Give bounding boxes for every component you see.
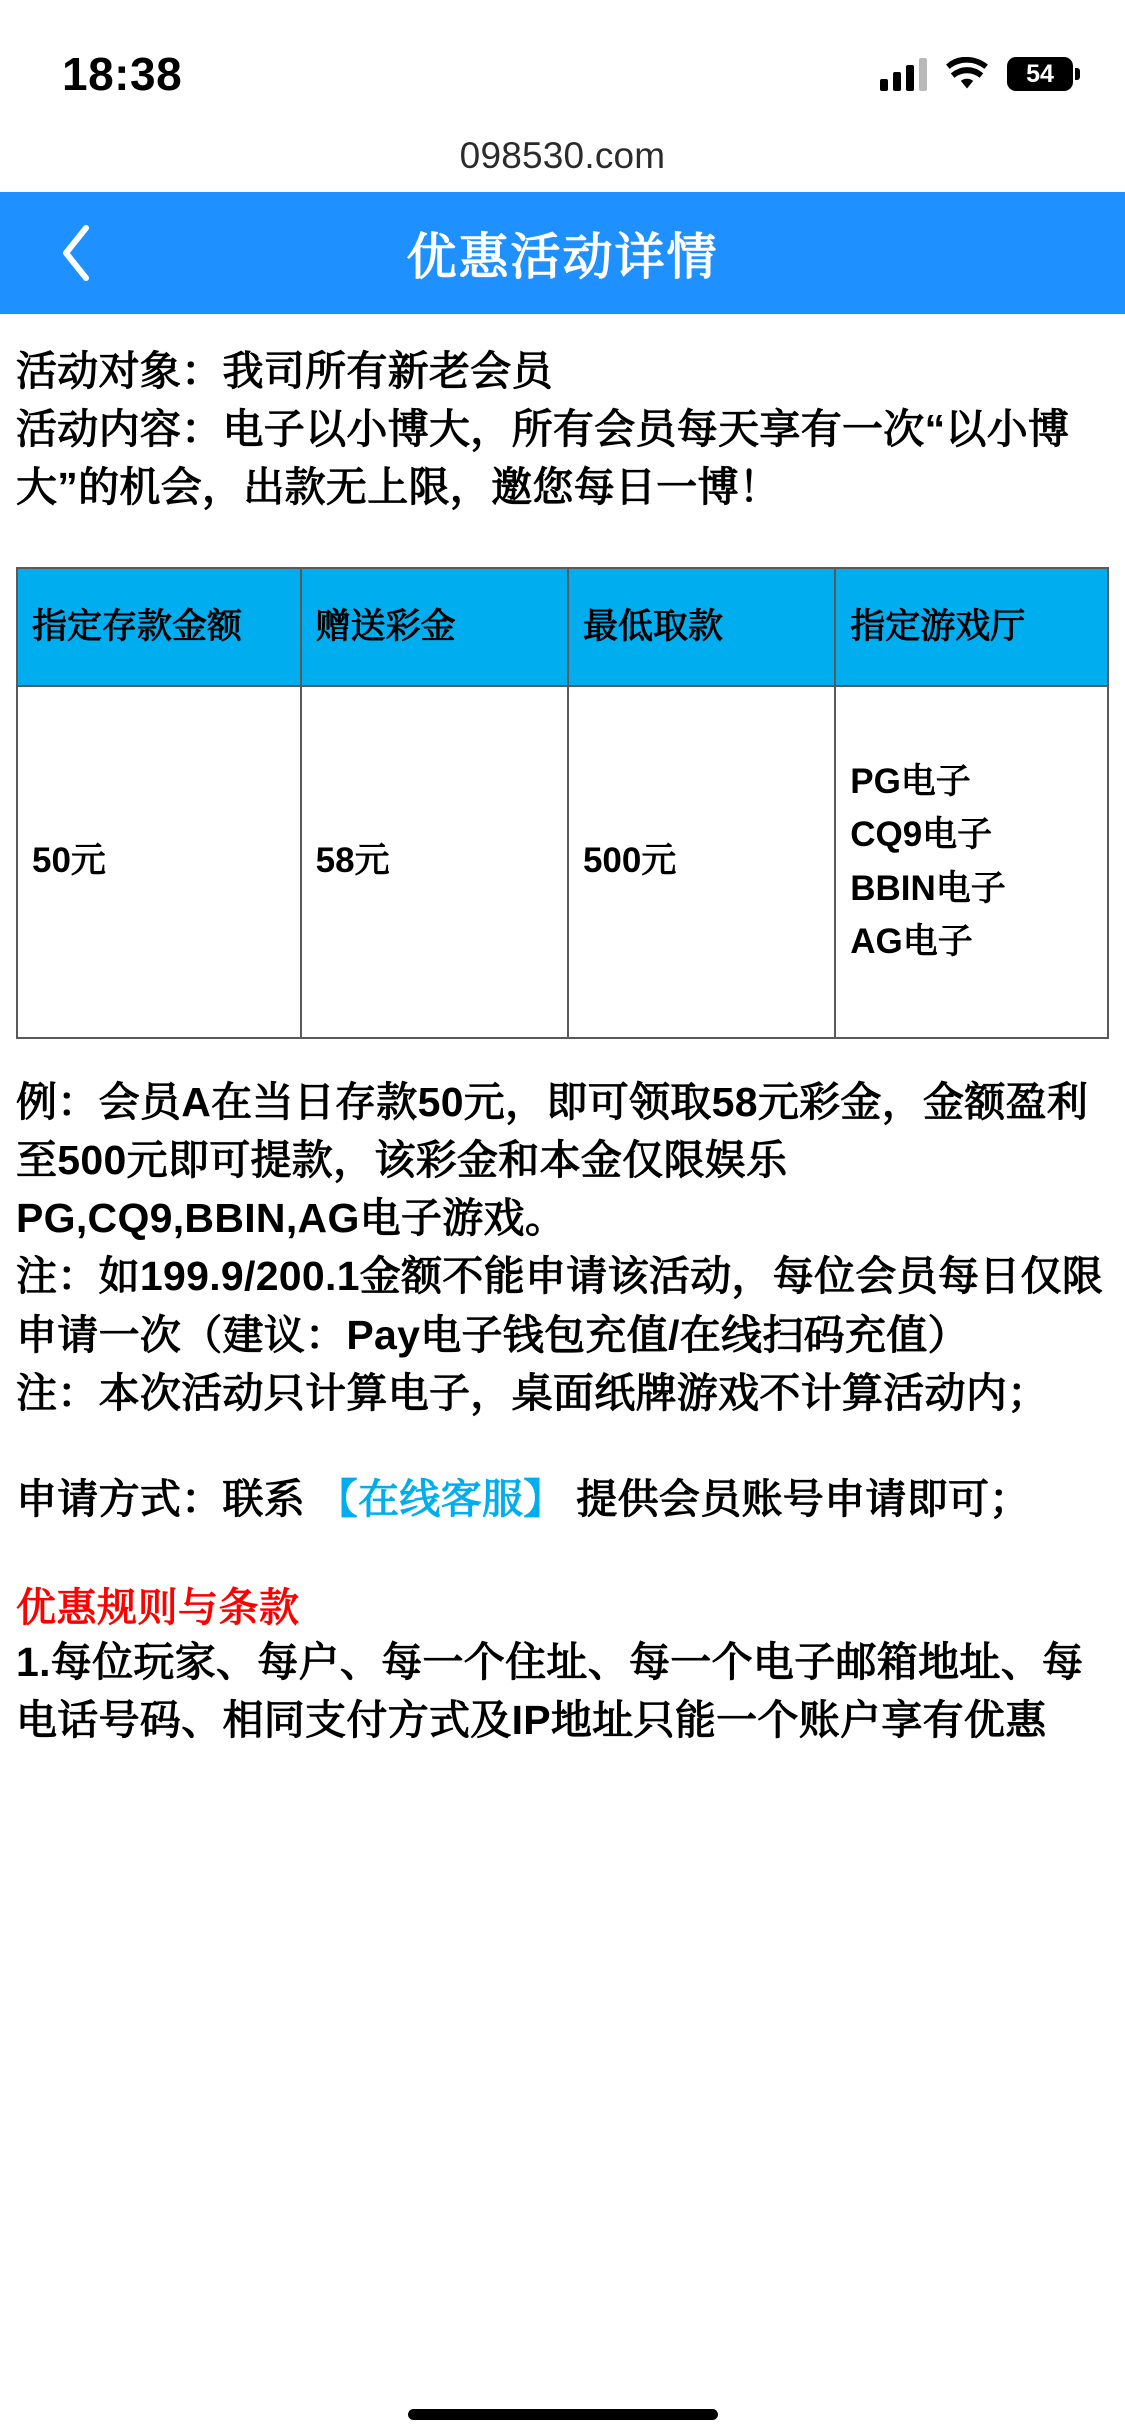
url-text: 098530.com bbox=[459, 135, 666, 176]
rules-section-title: 优惠规则与条款 bbox=[16, 1586, 300, 1631]
cellular-signal-icon bbox=[880, 57, 927, 91]
note-one: 注：如199.9/200.1金额不能申请该活动，每位会员每日仅限申请一次（建议：Pay电子钱包充值/在线扫码充值） bbox=[16, 1253, 1104, 1358]
game-item: AG电子 bbox=[850, 921, 973, 961]
home-indicator bbox=[408, 2409, 718, 2420]
online-service-link[interactable]: 【在线客服】 bbox=[316, 1475, 565, 1522]
promo-table bbox=[16, 567, 1109, 1039]
page-header bbox=[0, 192, 1125, 314]
status-time: 18:38 bbox=[62, 48, 183, 100]
activity-target-line: 活动对象：我司所有新老会员 bbox=[16, 348, 553, 394]
apply-method bbox=[16, 1470, 1109, 1528]
cell-deposit: 50元 bbox=[17, 686, 301, 1038]
table-header-games: 指定游戏厅 bbox=[835, 568, 1108, 686]
status-bar bbox=[0, 0, 1125, 120]
example-text: 例：会员A在当日存款50元，即可领取58元彩金，金额盈利至500元即可提款，该彩金和本金仅限娱乐PG,CQ9,BBIN,AG电子游戏。 bbox=[16, 1078, 1089, 1242]
page-content bbox=[0, 314, 1125, 1750]
game-item: CQ9电子 bbox=[850, 815, 993, 855]
cell-games bbox=[835, 686, 1108, 1038]
rules-item-1: 1.每位玩家、每户、每一个住址、每一个电子邮箱地址、每电话号码、相同支付方式及IP地址只能一个账户享有优惠 bbox=[16, 1639, 1084, 1744]
page-title: 优惠活动详情 bbox=[406, 229, 719, 285]
game-item: BBIN电子 bbox=[850, 868, 1006, 908]
table-header-min-withdraw: 最低取款 bbox=[568, 568, 835, 686]
apply-prefix: 申请方式：联系 bbox=[16, 1475, 317, 1522]
battery-indicator: 54 bbox=[1007, 57, 1073, 91]
game-item: PG电子 bbox=[850, 762, 971, 802]
wifi-icon bbox=[945, 57, 989, 91]
status-indicators bbox=[880, 57, 1073, 91]
cell-min-withdraw: 500元 bbox=[568, 686, 835, 1038]
table-header-row bbox=[17, 568, 1108, 686]
apply-suffix: 提供会员账号申请即可； bbox=[564, 1475, 1031, 1522]
browser-url-bar[interactable] bbox=[0, 120, 1125, 192]
cell-bonus: 58元 bbox=[301, 686, 568, 1038]
table-header-bonus: 赠送彩金 bbox=[301, 568, 568, 686]
table-header-deposit: 指定存款金额 bbox=[17, 568, 301, 686]
activity-content-line: 活动内容：电子以小博大，所有会员每天享有一次“以小博大”的机会，出款无上限，邀您每日一博！ bbox=[16, 406, 1070, 511]
back-button[interactable] bbox=[46, 218, 106, 288]
chevron-left-icon bbox=[58, 222, 94, 284]
table-row bbox=[17, 686, 1108, 1038]
note-two: 注：本次活动只计算电子，桌面纸牌游戏不计算活动内； bbox=[16, 1369, 1049, 1416]
